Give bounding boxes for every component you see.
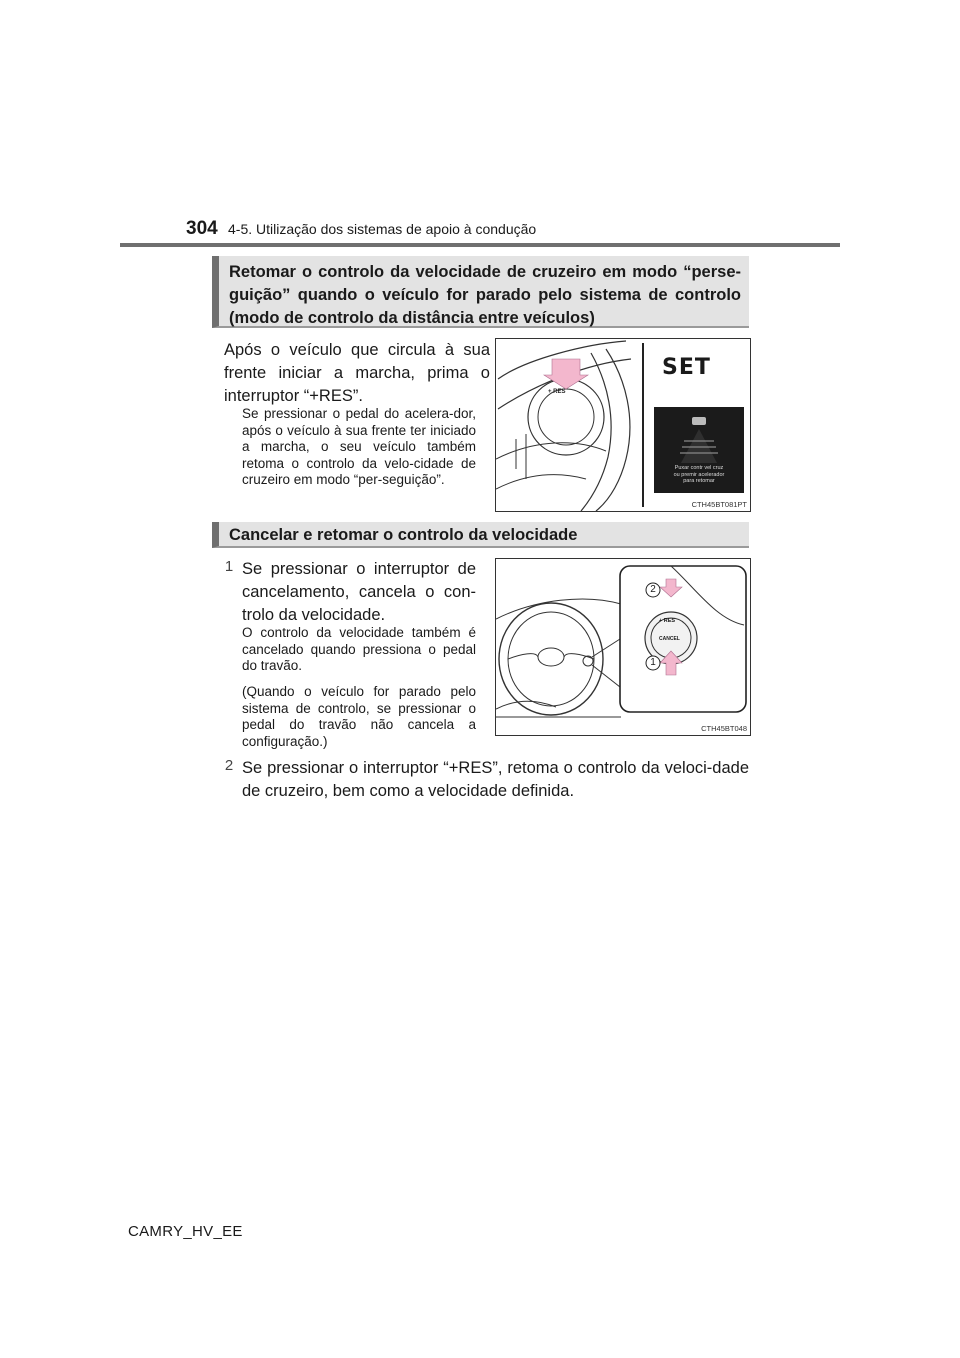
section-heading-resume-follow: Retomar o controlo da velocidade de cruzeiro em modo “perse-guição” quando o veículo for parado pelo sistema de controlo (modo de controlo da distância entre veículos) xyxy=(212,256,749,328)
footer-model: CAMRY_HV_EE xyxy=(128,1223,243,1240)
header-rule xyxy=(120,243,840,247)
step-number-1: 1 xyxy=(224,558,234,575)
steering-switch-illustration xyxy=(496,339,750,511)
display-message-line1: Puxar contr vel cruz xyxy=(674,465,724,471)
step1-text: Se pressionar o interruptor de cancelamento, cancela o con-trolo da velocidade. xyxy=(242,560,476,624)
step1-note-stopped: (Quando o veículo for parado pelo sistema de controlo, se pressionar o pedal do travão não cancela a configuração.) xyxy=(242,684,476,749)
set-display-text: SET xyxy=(662,355,711,380)
display-message-line2: ou premir acelerador xyxy=(673,471,725,478)
figure-res-switch-display xyxy=(495,338,751,512)
display-message-line3: para retomar xyxy=(683,478,715,484)
chapter-title: 4-5. Utilização dos sistemas de apoio à condução xyxy=(228,221,537,237)
callout-1: 1 xyxy=(650,657,656,668)
callout-2: 2 xyxy=(650,584,656,595)
step-number-2: 2 xyxy=(224,757,234,774)
cancel-button-label: CANCEL xyxy=(659,636,680,642)
paragraph-resume: Após o veículo que circula à sua frente iniciar a marcha, prima o interruptor “+RES”. xyxy=(224,341,490,405)
note-accelerator: Se pressionar o pedal do acelera-dor, após o veículo à sua frente ter iniciado a marcha, o seu veículo também retoma o controlo da velo-cidade de cruzeiro em modo “per-seguição”. xyxy=(242,406,476,487)
figure-cancel-res-switch xyxy=(495,558,751,736)
res-button-label: + RES xyxy=(659,618,676,624)
display-message xyxy=(656,465,742,485)
res-button-label: + RES xyxy=(548,389,566,395)
figure-code: CTH45BT081PT xyxy=(691,500,747,509)
step2-text: Se pressionar o interruptor “+RES”, retoma o controlo da veloci-dade de cruzeiro, bem como a velocidade definida. xyxy=(242,759,749,800)
section-heading-cancel-resume: Cancelar e retomar o controlo da velocidade xyxy=(212,522,749,548)
step1-note-brake: O controlo da velocidade também é cancelado quando pressiona o pedal do travão. xyxy=(242,625,476,673)
page-number: 304 xyxy=(186,218,218,239)
steering-wheel-illustration xyxy=(496,559,750,735)
figure-code: CTH45BT048 xyxy=(701,724,747,733)
